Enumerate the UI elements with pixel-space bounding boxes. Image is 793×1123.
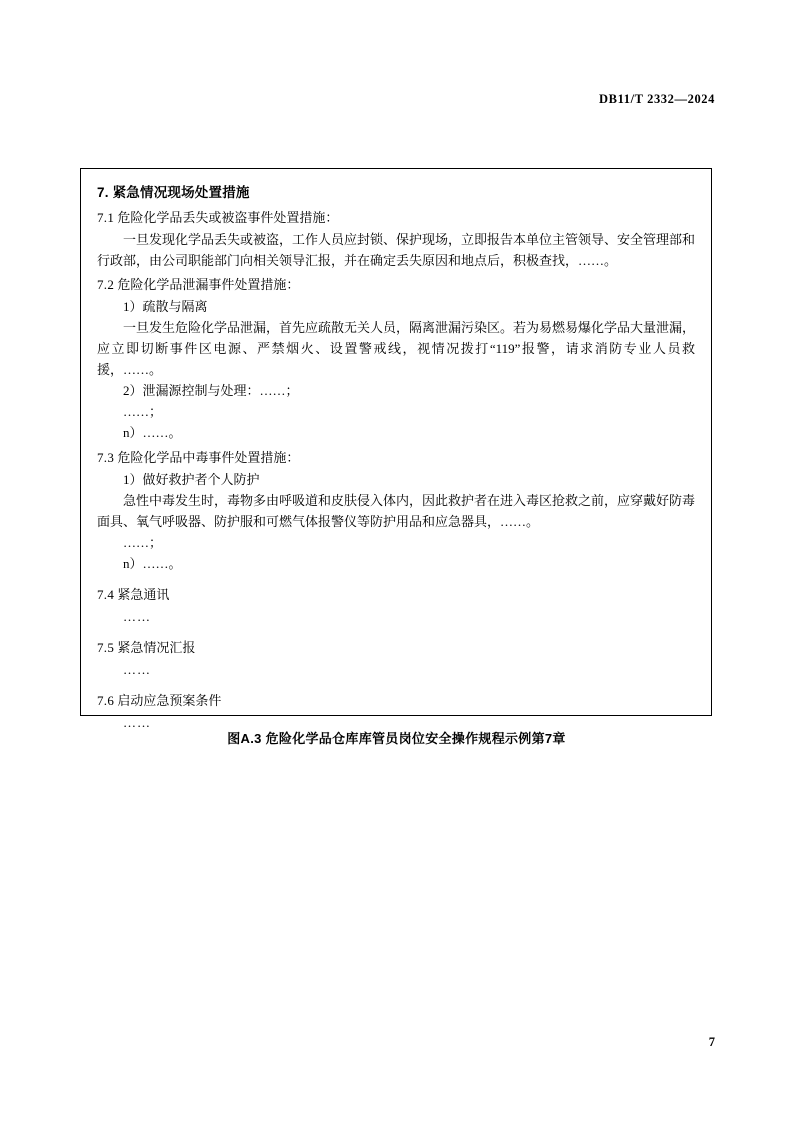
clause-7-2-heading xyxy=(97,274,695,295)
clause-7-1-heading xyxy=(97,207,695,228)
clause-7-2-item-n-label: n）……。 xyxy=(123,425,182,441)
page-header-standard-code: DB11/T 2332—2024 xyxy=(599,92,715,106)
clause-7-3-number: 7.3 xyxy=(97,449,115,465)
clause-7-2-item-ellipsis: ……； xyxy=(123,404,163,420)
clause-7-6-heading xyxy=(97,690,695,711)
clause-7-4-number: 7.4 xyxy=(97,586,115,602)
clause-7-2-item-2-label: 2）泄漏源控制与处理：……； xyxy=(123,383,299,399)
clause-7-1-body: 一旦发现化学品丢失或被盗，工作人员应封锁、保护现场，立即报告本单位主管领导、安全管理部和行政部，由公司职能部门向相关领导汇报，并在确定丢失原因和地点后，积极查找，……。 xyxy=(97,232,696,269)
clause-7-5-dots: …… xyxy=(123,661,151,677)
clause-7-2-item-1-label: 1）疏散与隔离 xyxy=(123,299,208,315)
clause-7-5-heading xyxy=(97,637,695,658)
clause-7-3-title: 危险化学品中毒事件处置措施： xyxy=(117,449,300,465)
clause-7-4-heading xyxy=(97,584,695,605)
clause-7-6-dots: …… xyxy=(123,715,151,731)
clause-7-3-item-1-label: 1）做好救护者个人防护 xyxy=(123,471,260,487)
clause-7-4-title: 紧急通讯 xyxy=(117,586,170,602)
clause-7-6-title: 启动应急预案条件 xyxy=(117,692,222,708)
clause-7-3-item-ellipsis: ……； xyxy=(123,534,163,550)
page-number: 7 xyxy=(708,1035,715,1049)
clause-7-5-title: 紧急情况汇报 xyxy=(117,639,196,655)
figure-caption: 图A.3 危险化学品仓库库管员岗位安全操作规程示例第7章 xyxy=(227,731,566,746)
figure-box-title: 7. 紧急情况现场处置措施 xyxy=(97,185,250,200)
figure-example-box xyxy=(80,168,712,731)
clause-7-3-heading xyxy=(97,447,695,468)
clause-7-1-number: 7.1 xyxy=(97,210,115,225)
clause-7-5-number: 7.5 xyxy=(97,639,115,655)
clause-7-6-number: 7.6 xyxy=(97,692,115,708)
clause-7-4-dots: …… xyxy=(123,608,151,624)
clause-7-2-number: 7.2 xyxy=(97,277,115,293)
clause-7-2-title: 危险化学品泄漏事件处置措施： xyxy=(117,277,300,293)
clause-7-2-item-1-body: 一旦发生危险化学品泄漏，首先应疏散无关人员，隔离泄漏污染区。若为易燃易爆化学品大量泄漏，应立即切断事件区电源、严禁烟火、设置警戒线，视情况拨打“119”报警，请求消防专业人员救援，……。 xyxy=(97,320,696,378)
clause-7-1-title: 危险化学品丢失或被盗事件处置措施： xyxy=(117,210,339,225)
clause-7-3-item-1-body: 急性中毒发生时，毒物多由呼吸道和皮肤侵入体内，因此救护者在进入毒区抢救之前，应穿戴好防毒面具、氧气呼吸器、防护服和可燃气体报警仪等防护用品和应急器具，……。 xyxy=(97,492,696,529)
clause-7-3-item-n-label: n）……。 xyxy=(123,555,182,571)
